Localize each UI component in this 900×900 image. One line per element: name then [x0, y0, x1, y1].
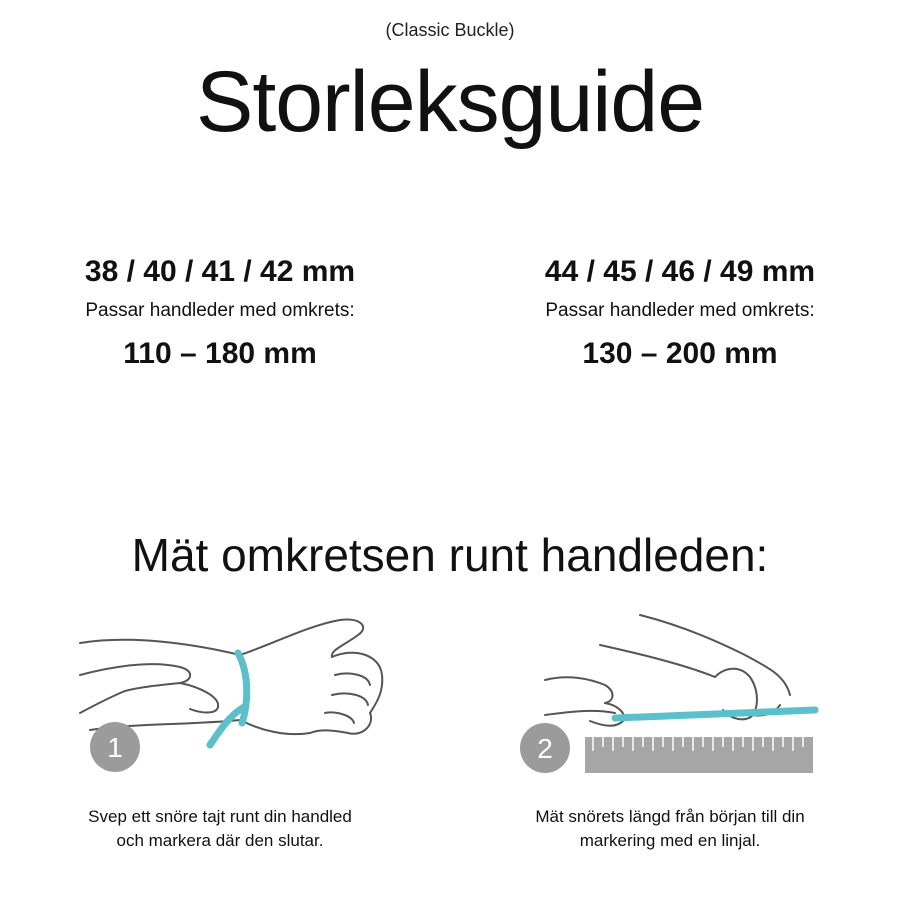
- wrist-range: 110 – 180 mm: [123, 337, 317, 370]
- size-group-large: [460, 252, 900, 374]
- page-title: Storleksguide: [195, 54, 705, 150]
- subtitle: (Classic Buckle): [385, 20, 515, 40]
- step-number: 1: [107, 732, 123, 763]
- step-line: Svep ett snöre tajt runt din handled: [88, 807, 352, 826]
- step-line: och markera där den slutar.: [116, 831, 324, 850]
- size-list: 38 / 40 / 41 / 42 mm: [84, 255, 356, 288]
- string-ruler-measure-icon: [505, 605, 835, 790]
- step-1-instructions: [0, 805, 440, 853]
- wrist-range: 130 – 200 mm: [582, 337, 778, 370]
- step-line: markering med en linjal.: [579, 831, 761, 850]
- fits-label: Passar handleder med omkrets:: [85, 300, 355, 321]
- step-number: 2: [537, 733, 553, 764]
- size-group-small: [0, 252, 440, 374]
- step-2-instructions: [450, 805, 890, 853]
- size-list: 44 / 45 / 46 / 49 mm: [544, 255, 816, 288]
- ruler-icon: [585, 737, 813, 773]
- measure-heading: Mät omkretsen runt handleden:: [131, 529, 769, 581]
- fits-label: Passar handleder med omkrets:: [545, 300, 815, 321]
- step-line: Mät snörets längd från början till din: [535, 807, 805, 826]
- hand-wrapping-string-icon: [70, 605, 400, 790]
- string-icon: [615, 710, 815, 718]
